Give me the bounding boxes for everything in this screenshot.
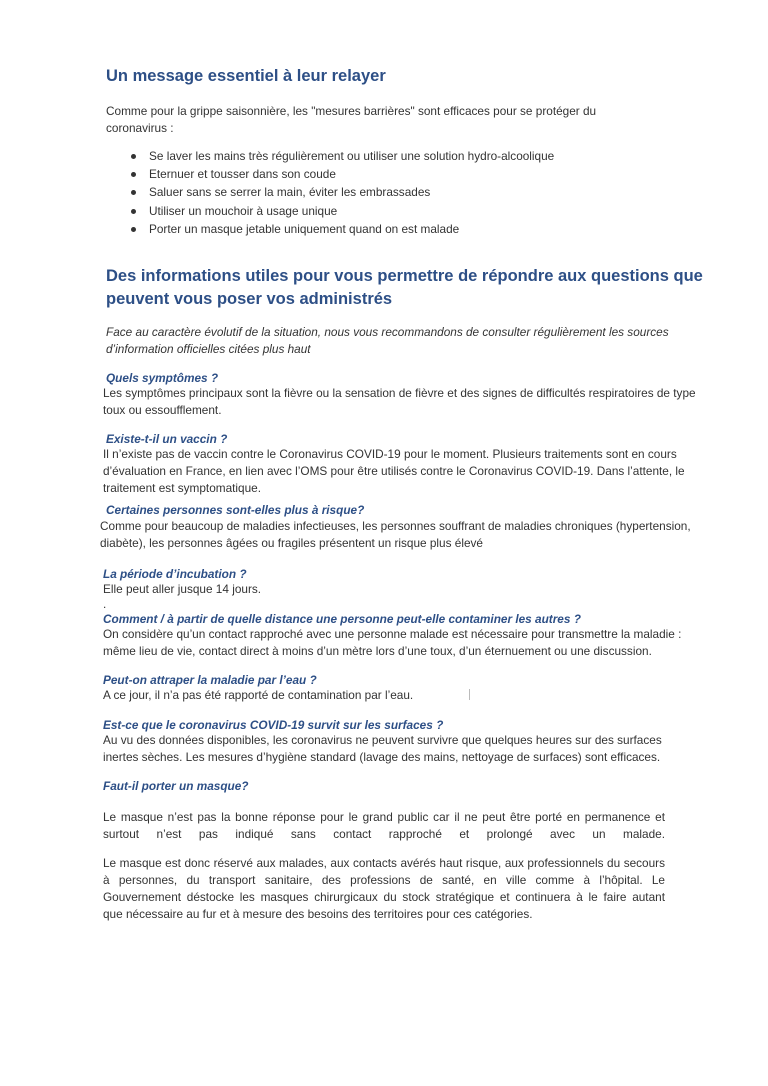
mask-para-1-line: surtout n’est pas indiqué sans contact rapproché et prolongé avec un malade. (103, 827, 665, 841)
mask-para-2-line: que nécessaire au fur et à mesure des besoins des territoires pour ces catégories. (103, 907, 533, 921)
mask-para-2-line: à personnes, du transport sanitaire, des professions de santé, en ville comme à l’hôpital. Le (103, 873, 665, 887)
faq-answer-line: Il n’existe pas de vaccin contre le Coronavirus COVID-19 pour le moment. Plusieurs traitements sont en cours (103, 447, 677, 461)
bullet-icon (131, 209, 136, 214)
faq-answer-line: Les symptômes principaux sont la fièvre ou la sensation de fièvre et des signes de difficultés respiratoires de type (103, 386, 696, 400)
list-item (149, 147, 554, 165)
bullet-icon (131, 227, 136, 232)
faq-question-water: Peut-on attraper la maladie par l’eau ? (103, 673, 317, 687)
scan-artifact (469, 689, 470, 700)
faq-answer-line: inertes sèches. Les mesures d’hygiène standard (lavage des mains, nettoyage de surfaces) sont efficaces. (103, 750, 661, 764)
faq-question-mask: Faut-il porter un masque? (103, 779, 249, 793)
list-item-text: Utiliser un mouchoir à usage unique (149, 203, 338, 218)
faq-answer-line: Elle peut aller jusque 14 jours. (103, 582, 262, 596)
list-item (149, 183, 554, 201)
mask-para-1-line: Le masque n’est pas la bonne réponse pour le grand public car il ne peut être porté en permanence et (103, 810, 665, 824)
section-2-intro-line-2: d’information officielles citées plus haut (106, 342, 311, 356)
list-item (149, 220, 554, 238)
list-item (149, 202, 554, 220)
faq-question-vaccine: Existe-t-il un vaccin ? (106, 432, 228, 446)
bullet-icon (131, 154, 136, 159)
faq-question-incubation: La période d’incubation ? (103, 567, 247, 581)
list-item-text: Eternuer et tousser dans son coude (149, 167, 336, 182)
faq-answer-line: d’évaluation en France, en lien avec l’OMS pour être utilisés contre le Coronavirus COVID-19. Dans l’attente, le (103, 464, 685, 478)
faq-question-surfaces: Est-ce que le coronavirus COVID-19 survit sur les surfaces ? (103, 718, 444, 732)
list-item-text: Se laver les mains très régulièrement ou utiliser une solution hydro-alcoolique (149, 149, 555, 163)
barrier-measures-list (149, 147, 554, 238)
faq-question-transmission: Comment / à partir de quelle distance une personne peut-elle contaminer les autres ? (103, 612, 581, 626)
section-2-title-line-2: peuvent vous poser vos administrés (106, 290, 393, 308)
faq-question-risk: Certaines personnes sont-elles plus à risque? (106, 503, 365, 517)
list-item (149, 165, 554, 183)
faq-question-symptoms: Quels symptômes ? (106, 371, 219, 385)
mask-para-2-line: Le masque est donc réservé aux malades, aux contacts avérés haut risque, aux professionnels du secours (103, 856, 665, 870)
faq-answer-line: toux ou essoufflement. (103, 403, 222, 417)
list-item-text: Porter un masque jetable uniquement quand on est malade (149, 221, 460, 236)
section-1-intro-line-2: coronavirus : (106, 121, 174, 135)
faq-answer-line: même lieu de vie, contact direct à moins d’un mètre lors d’une toux, d’un éternuement ou une discussion. (103, 644, 652, 658)
faq-answer-line: A ce jour, il n’a pas été rapporté de contamination par l’eau. (103, 688, 414, 702)
section-1-intro-line-1: Comme pour la grippe saisonnière, les "mesures barrières" sont efficaces pour se protéger du (106, 104, 597, 118)
faq-answer-line: On considère qu’un contact rapproché avec une personne malade est nécessaire pour transmettre la maladie : (103, 627, 682, 641)
mask-para-2-line: Gouvernement déstocke les masques chirurgicaux du stock stratégique et continuera à le faire autant (103, 890, 665, 904)
section-1-title: Un message essentiel à leur relayer (106, 67, 386, 85)
bullet-icon (131, 190, 136, 195)
section-2-intro-line-1: Face au caractère évolutif de la situation, nous vous recommandons de consulter régulièrement les sources (106, 325, 669, 339)
faq-answer-line: traitement est symptomatique. (103, 481, 262, 495)
list-item-text: Saluer sans se serrer la main, éviter les embrassades (149, 185, 431, 200)
bullet-icon (131, 172, 136, 177)
faq-answer-line: Comme pour beaucoup de maladies infectieuses, les personnes souffrant de maladies chroniques (hypertension, (100, 519, 691, 533)
section-2-title-line-1: Des informations utiles pour vous permettre de répondre aux questions que (106, 267, 703, 285)
faq-answer-line: diabète), les personnes âgées ou fragiles présentent un risque plus élevé (100, 536, 483, 550)
stray-dot: . (103, 597, 107, 611)
faq-answer-line: Au vu des données disponibles, les coronavirus ne peuvent survivre que quelques heures sur des surfaces (103, 733, 662, 747)
